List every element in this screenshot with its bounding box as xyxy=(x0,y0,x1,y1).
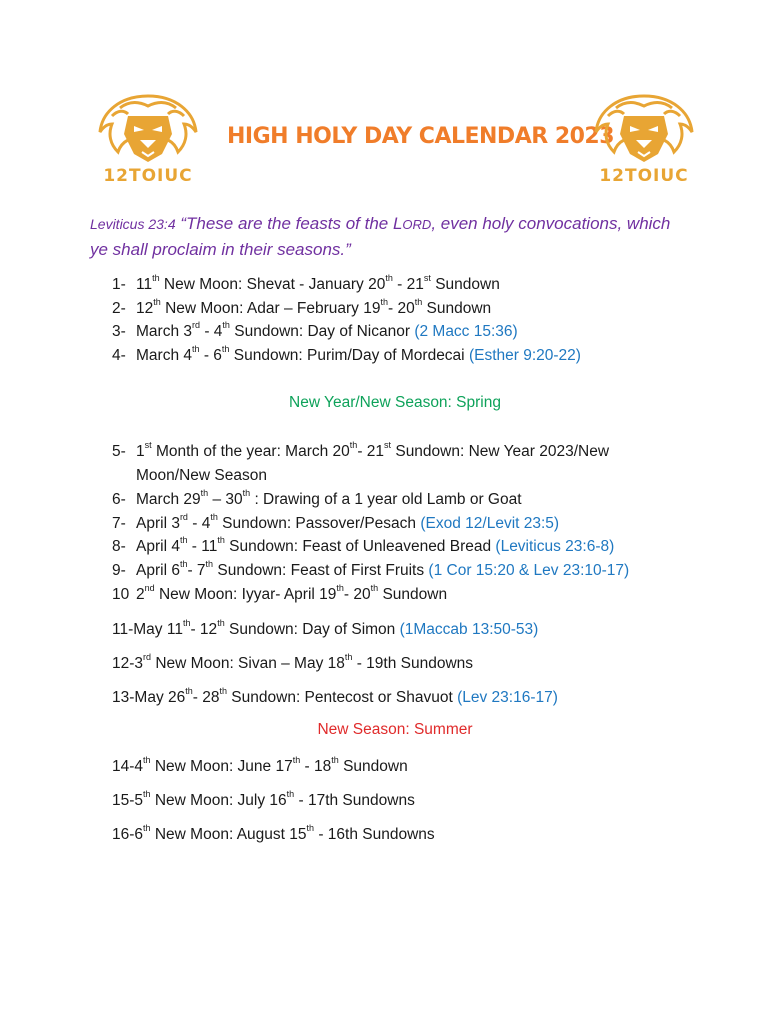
list-item: 11-May 11th- 12th Sundown: Day of Simon (1Maccab 13:50-53) xyxy=(112,618,539,638)
logo-text-right: 12TOIUC xyxy=(599,166,689,186)
list-item: 13-May 26th- 28th Sundown: Pentecost or Shavuot (Lev 23:16-17) xyxy=(112,686,558,706)
list-item: 2- 12th New Moon: Adar – February 19th- 20th Sundown xyxy=(112,297,492,317)
verse-reference: Leviticus 23:4 xyxy=(90,216,176,232)
page-title: HIGH HOLY DAY CALENDAR 2023 xyxy=(227,124,615,149)
list-item: 9- April 6th- 7th Sundown: Feast of First Fruits (1 Cor 15:20 & Lev 23:10-17) xyxy=(112,559,630,579)
list-item: 10 2nd New Moon: Iyyar- April 19th- 20th Sundown xyxy=(112,583,448,603)
lion-logo-left xyxy=(90,90,206,186)
list-item: 5- 1st Month of the year: March 20th- 21st Sundown: New Year 2023/New xyxy=(112,440,610,460)
list-item: 15-5th New Moon: July 16th - 17th Sundowns xyxy=(112,789,415,809)
scripture-reference: (2 Macc 15:36) xyxy=(414,323,518,340)
list-item: 7- April 3rd - 4th Sundown: Passover/Pesach (Exod 12/Levit 23:5) xyxy=(112,512,560,532)
list-item: 12-3rd New Moon: Sivan – May 18th - 19th Sundowns xyxy=(112,652,474,672)
list-item: 14-4th New Moon: June 17th - 18th Sundown xyxy=(112,755,408,775)
scripture-reference: (Lev 23:16-17) xyxy=(457,689,558,706)
section-heading-summer: New Season: Summer xyxy=(317,721,473,738)
lion-logo-right xyxy=(586,90,702,186)
list-item: 1- 11th New Moon: Shevat - January 20th - 21st Sundown xyxy=(112,273,500,293)
list-item: 4- March 4th - 6th Sundown: Purim/Day of Mordecai (Esther 9:20-22) xyxy=(112,344,581,364)
scripture-reference: (1 Cor 15:20 & Lev 23:10-17) xyxy=(428,562,630,579)
list-item: 6- March 29th – 30th : Drawing of a 1 year old Lamb or Goat xyxy=(112,488,522,508)
section-heading-spring: New Year/New Season: Spring xyxy=(289,394,501,411)
logo-text-left: 12TOIUC xyxy=(103,166,193,186)
scripture-reference: (Esther 9:20-22) xyxy=(468,347,581,364)
scripture-reference: (Leviticus 23:6-8) xyxy=(495,538,615,555)
scripture-verse xyxy=(90,211,690,262)
list-item: 3- March 3rd - 4th Sundown: Day of Nicanor (2 Macc 15:36) xyxy=(112,320,518,340)
scripture-reference: (1Maccab 13:50-53) xyxy=(399,621,539,638)
lion-head-icon xyxy=(586,90,702,170)
lion-head-icon xyxy=(90,90,206,170)
verse-text: “These are the feasts of the LORD, even holy convocations, which ye shall proclaim in their seasons.” xyxy=(90,214,671,259)
list-item-continuation: Moon/New Season xyxy=(136,467,267,484)
scripture-reference: (Exod 12/Levit 23:5) xyxy=(420,515,560,532)
list-item: 8- April 4th - 11th Sundown: Feast of Unleavened Bread (Leviticus 23:6-8) xyxy=(112,535,615,555)
list-item: 16-6th New Moon: August 15th - 16th Sundowns xyxy=(112,823,435,843)
